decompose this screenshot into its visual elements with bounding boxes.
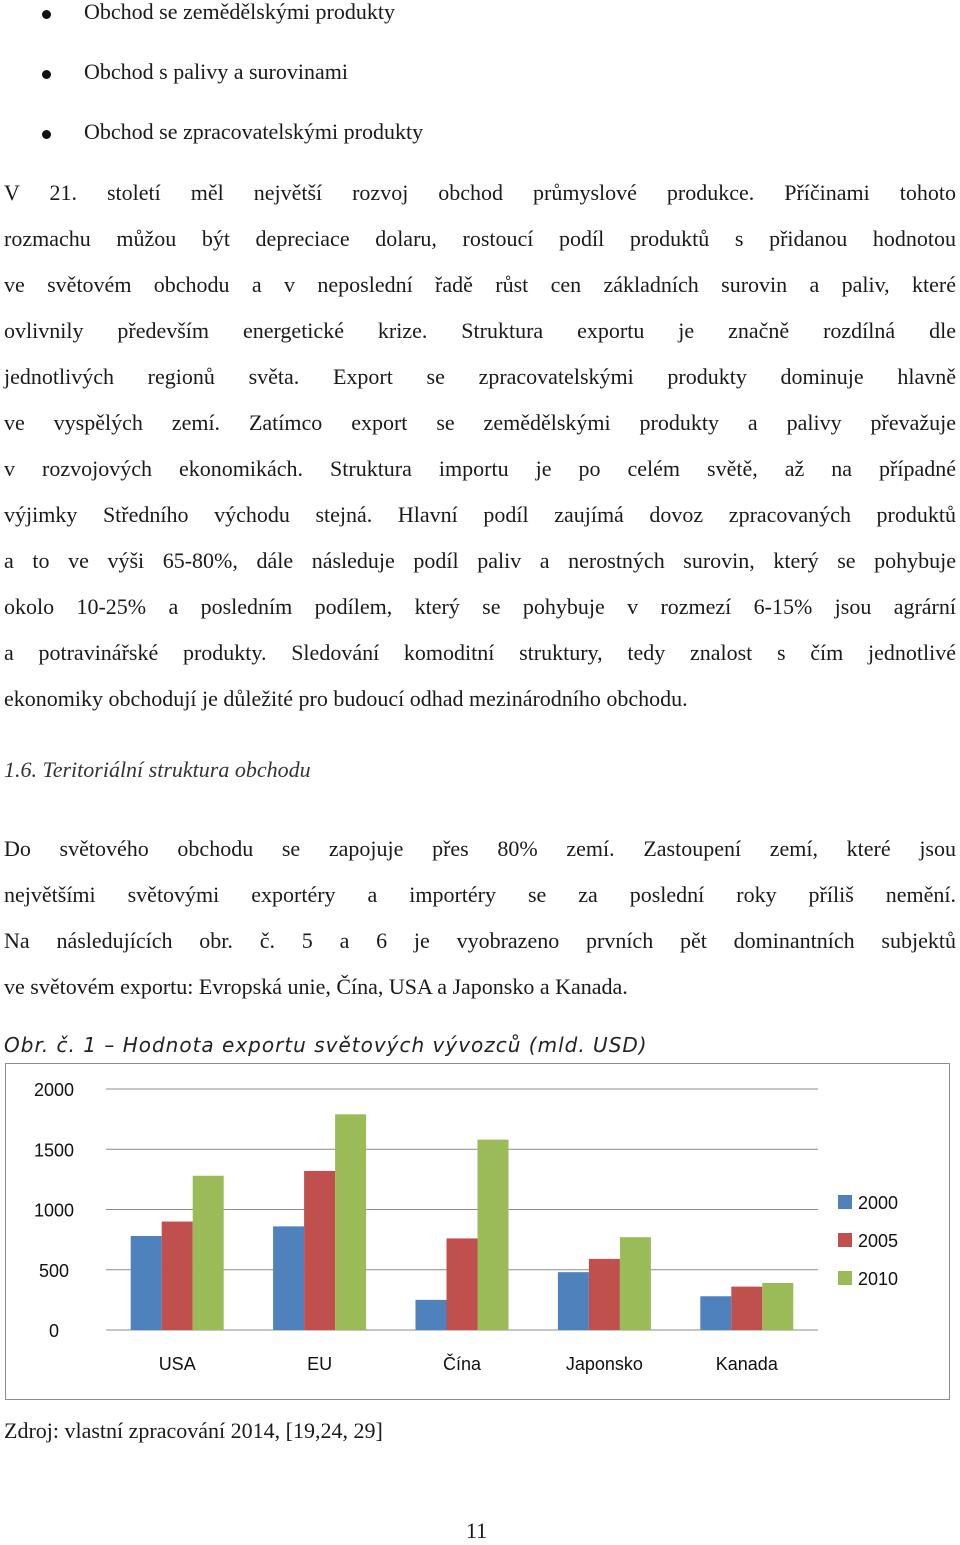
bullet-text: Obchod se zpracovatelskými produkty bbox=[84, 119, 424, 144]
text-line: Na následujících obr. č. 5 a 6 je vyobrazeno prvních pět dominantních subjektů bbox=[4, 928, 956, 953]
y-tick-label: 1000 bbox=[33, 1200, 75, 1221]
bar-chart bbox=[6, 1064, 951, 1401]
figure-caption: Obr. č. 1 – Hodnota exportu světových vývozců (mld. USD) bbox=[4, 1033, 648, 1057]
text-line: ve světovém exportu: Evropská unie, Čína, USA a Japonsko a Kanada. bbox=[4, 974, 628, 999]
section-heading: 1.6. Teritoriální struktura obchodu bbox=[4, 757, 311, 782]
x-category-label: Čína bbox=[442, 1354, 482, 1374]
bar-2010-čína bbox=[478, 1140, 509, 1330]
paragraph-commodity-structure bbox=[4, 170, 956, 722]
y-tick-label: 2000 bbox=[33, 1080, 75, 1100]
text-line: ve světovém obchodu a v neposlední řadě růst cen základních surovin a paliv, které bbox=[4, 272, 956, 297]
legend-swatch-2000 bbox=[838, 1195, 852, 1209]
legend-label: 2005 bbox=[858, 1231, 899, 1251]
text-line: Do světového obchodu se zapojuje přes 80% zemí. Zastoupení zemí, které jsou bbox=[4, 836, 956, 861]
text-line: výjimky Středního východu stejná. Hlavní podíl zaujímá dovoz zpracovaných produktů bbox=[4, 502, 956, 527]
bar-2010-eu bbox=[335, 1114, 366, 1330]
legend-swatch-2010 bbox=[838, 1271, 852, 1285]
y-tick-label: 0 bbox=[48, 1321, 60, 1341]
page-number: 11 bbox=[466, 1518, 488, 1543]
bar-2005-usa bbox=[162, 1222, 193, 1330]
legend-label: 2000 bbox=[858, 1193, 899, 1213]
x-category-label: USA bbox=[158, 1354, 196, 1374]
text-line: v rozvojových ekonomikách. Struktura importu je po celém světě, až na případné bbox=[4, 456, 956, 481]
text-line: největšími světovými exportéry a importéry se za poslední roky příliš nemění. bbox=[4, 882, 956, 907]
bar-2010-kanada bbox=[762, 1283, 793, 1330]
x-category-label: EU bbox=[307, 1354, 333, 1374]
bar-2000-čína bbox=[416, 1300, 447, 1330]
bullet-dot-icon bbox=[42, 70, 51, 79]
bar-2005-čína bbox=[447, 1238, 478, 1330]
bullet-text: Obchod s palivy a surovinami bbox=[84, 59, 348, 84]
text-line: okolo 10-25% a posledním podílem, který se pohybuje v rozmezí 6-15% jsou agrární bbox=[4, 594, 956, 619]
text-line: a potravinářské produkty. Sledování komoditní struktury, tedy znalost s čím jednotlivé bbox=[4, 640, 956, 665]
legend-label: 2010 bbox=[858, 1269, 899, 1289]
paragraph-territorial-structure bbox=[4, 826, 956, 1010]
text-line: ovlivnily především energetické krize. Struktura exportu je značně rozdílná dle bbox=[4, 318, 956, 343]
bar-2010-japonsko bbox=[620, 1237, 651, 1330]
bullet-text: Obchod se zemědělskými produkty bbox=[84, 0, 395, 24]
bar-2005-kanada bbox=[731, 1287, 762, 1330]
bar-2000-japonsko bbox=[558, 1272, 589, 1330]
bar-2005-eu bbox=[304, 1171, 335, 1330]
x-category-label: Kanada bbox=[715, 1354, 778, 1374]
bullet-dot-icon bbox=[42, 10, 51, 19]
text-line: a to ve výši 65-80%, dále následuje podíl paliv a nerostných surovin, který se pohybuje bbox=[4, 548, 956, 573]
text-line: V 21. století měl největší rozvoj obchod průmyslové produkce. Příčinami tohoto bbox=[4, 180, 956, 205]
bar-2000-usa bbox=[131, 1236, 162, 1330]
text-line: ve vyspělých zemí. Zatímco export se zemědělskými produkty a palivy převažuje bbox=[4, 410, 956, 435]
chart-area bbox=[5, 1063, 950, 1400]
text-line: ekonomiky obchodují je důležité pro budoucí odhad mezinárodního obchodu. bbox=[4, 686, 688, 711]
y-tick-label: 1500 bbox=[33, 1140, 75, 1161]
bar-2000-kanada bbox=[700, 1296, 731, 1330]
text-line: rozmachu můžou být depreciace dolaru, rostoucí podíl produktů s přidanou hodnotou bbox=[4, 226, 956, 251]
bar-2005-japonsko bbox=[589, 1259, 620, 1330]
x-category-label: Japonsko bbox=[565, 1354, 643, 1374]
legend-swatch-2005 bbox=[838, 1233, 852, 1247]
text-line: jednotlivých regionů světa. Export se zpracovatelskými produkty dominuje hlavně bbox=[4, 364, 956, 389]
bullet-dot-icon bbox=[42, 130, 51, 139]
bar-2010-usa bbox=[193, 1176, 224, 1330]
source-note: Zdroj: vlastní zpracování 2014, [19,24, 29] bbox=[4, 1418, 383, 1443]
y-tick-label: 500 bbox=[38, 1260, 70, 1281]
bar-2000-eu bbox=[273, 1226, 304, 1330]
